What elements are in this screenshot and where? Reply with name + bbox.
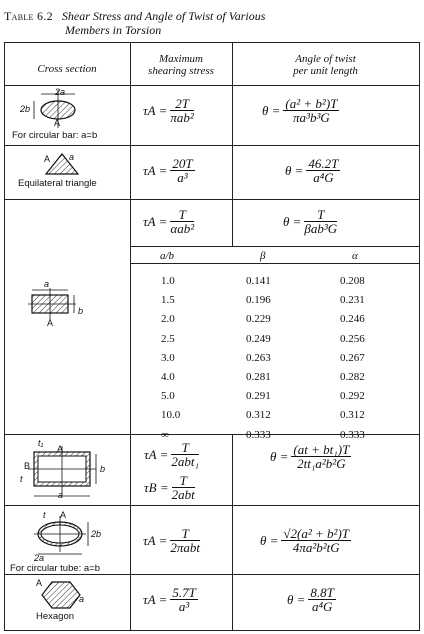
subtable-cell: 0.229	[246, 313, 271, 326]
fig3-label-b: b	[78, 306, 84, 316]
subtable-cell: 0.231	[340, 294, 365, 307]
hexagon-shape	[42, 582, 80, 608]
header-angle-twist-line2: per unit length	[293, 65, 358, 77]
row2-stress-sym: τA =	[143, 162, 168, 178]
row3-stress-num: T	[170, 208, 194, 222]
subtable-cell: 0.312	[340, 409, 365, 422]
row4-stress-a-eq	[144, 441, 199, 468]
subtable-cell: 2.0	[161, 313, 175, 326]
row2-twist-eq	[285, 157, 340, 184]
row2-stress-num: 20T	[172, 156, 193, 171]
subtable-cell: 0.282	[340, 371, 365, 383]
subtable-cell: 0.281	[246, 371, 271, 383]
fig1-label-2a: 2a	[55, 87, 66, 97]
subtable-cell: 1.0	[161, 275, 175, 287]
row4-stress-b-num: T	[172, 474, 195, 488]
row3-stress-sym: τA =	[143, 213, 168, 229]
row1-twist-num: (a² + b²)T	[285, 96, 338, 111]
row5-twist-sym: θ =	[260, 532, 279, 548]
row4-stress-b-eq	[144, 474, 195, 501]
rule-subtable-head-top	[130, 246, 420, 247]
row2-twist-sym: θ =	[285, 162, 304, 178]
fig4-label-a: a	[58, 490, 64, 500]
table-title-line2: Members in Torsion	[65, 23, 162, 37]
circular-bar-label: For circular bar: a=b	[12, 130, 98, 141]
fig3-label-a: a	[44, 279, 50, 289]
rule-top	[4, 42, 420, 43]
subtable-cell: 0.333	[246, 428, 271, 441]
table-caption	[4, 9, 265, 24]
row6-stress-sym: τA =	[143, 591, 168, 607]
row3-twist-eq	[283, 208, 337, 235]
subtable-cell: 0.267	[340, 351, 365, 364]
row1-twist-sym: θ =	[262, 102, 281, 118]
subtable-cell: 10.0	[161, 409, 181, 422]
subtable-cell: 4.0	[161, 371, 175, 383]
fig5-label-2b: 2b	[91, 529, 102, 539]
fig2-label-A: A	[44, 154, 51, 164]
header-cross-section: Cross section	[37, 63, 97, 75]
rule-header	[4, 85, 420, 86]
rectangle-figure	[26, 286, 96, 326]
header-angle-twist-line1: Angle of twist	[295, 53, 356, 65]
subtable-cell: 0.246	[340, 313, 365, 326]
rule-row1	[4, 145, 420, 146]
fig2-label-a: a	[69, 152, 75, 162]
row3-twist-den: βab³G	[304, 221, 338, 236]
row1-stress-den: πab²	[170, 110, 194, 125]
row3-stress-den: αab²	[170, 221, 195, 236]
triangle-label: Equilateral triangle	[18, 178, 97, 189]
rule-bottom	[4, 630, 420, 631]
row1-stress-sym: τA =	[143, 102, 168, 118]
row5-stress-num: T	[170, 527, 200, 541]
row4-stress-a-den: 2abt₁	[171, 454, 200, 469]
row2-twist-num: 46.2T	[308, 156, 339, 171]
fig5-label-2a: 2a	[34, 553, 45, 563]
row3-stress-eq	[143, 208, 194, 235]
row3-twist-num: T	[304, 208, 337, 222]
fig6-label-a: a	[79, 594, 85, 604]
table-title-line1: Shear Stress and Angle of Twist of Various	[61, 9, 266, 23]
subtable-cell: 2.5	[161, 332, 175, 345]
fig6-label-A: A	[36, 578, 43, 588]
subtable-cell: 1.5	[161, 294, 175, 307]
header-max-shear-line2: shearing stress	[148, 65, 214, 77]
row4-twist-sym: θ =	[270, 448, 289, 464]
fig1-label-2b: 2b	[20, 104, 31, 114]
fig5-label-t: t	[43, 510, 46, 520]
subtable-cell: 3.0	[161, 351, 175, 364]
row5-twist-den: 4πa²b²tG	[292, 540, 340, 555]
hexagon-figure	[40, 578, 84, 612]
row1-stress-eq	[143, 97, 194, 124]
row2-stress-eq	[143, 157, 195, 184]
row1-stress-num: 2T	[170, 97, 193, 111]
row5-stress-den: 2πabt	[170, 540, 201, 555]
rule-row4	[4, 505, 420, 506]
fig1-label-A: A	[54, 118, 61, 128]
rule-left	[4, 42, 5, 631]
subtable-cell: 0.333	[340, 428, 365, 441]
row5-twist-num: √2(a² + b²)T	[283, 526, 350, 541]
row5-stress-eq	[143, 527, 200, 554]
subtable-cell: 5.0	[161, 390, 175, 403]
row4-stress-a-num: T	[171, 441, 199, 455]
subtable-cell: 0.291	[246, 390, 271, 403]
row3-twist-sym: θ =	[283, 213, 302, 229]
fig4-label-B: B	[24, 461, 31, 471]
row4-twist-den: 2tt₁a²b²G	[297, 456, 346, 471]
fig4-label-t1: t₁	[38, 438, 44, 448]
table-label: Table 6.2	[4, 9, 53, 23]
fig5-label-A: A	[60, 510, 67, 520]
row4-stress-b-sym: τB =	[144, 479, 169, 495]
rule-right	[419, 42, 420, 631]
subtable-header-alpha: α	[352, 250, 358, 262]
tube-label: For circular tube: a=b	[10, 563, 101, 574]
subtable-cell: 0.263	[246, 351, 271, 364]
subtable-cell: 0.208	[340, 275, 365, 287]
row6-stress-den: a³	[178, 599, 190, 614]
header-max-shear-line1: Maximum	[159, 53, 203, 65]
rule-col2-bottom	[232, 434, 233, 631]
subtable-cell: 0.141	[246, 275, 271, 287]
row5-twist-eq	[260, 527, 351, 554]
row6-stress-eq	[143, 586, 198, 613]
row6-twist-sym: θ =	[287, 591, 306, 607]
header-max-shear	[130, 53, 232, 77]
row1-twist-eq	[262, 97, 339, 124]
rule-row5	[4, 574, 420, 575]
subtable-cell: 0.249	[246, 332, 271, 345]
subtable-cell: ∞	[161, 428, 169, 441]
row4-twist-num: (at + bt₁)T	[293, 442, 350, 457]
row4-stress-b-den: 2abt	[171, 487, 195, 502]
rule-subtable-head-bottom	[130, 263, 420, 264]
row5-stress-sym: τA =	[143, 532, 168, 548]
rule-col1	[130, 42, 131, 631]
header-angle-twist	[232, 53, 419, 77]
rule-row2	[4, 199, 420, 200]
hexagon-label: Hexagon	[36, 611, 75, 622]
subtable-cell: 0.196	[246, 294, 271, 307]
subtable-cell: 0.312	[246, 409, 271, 422]
row4-stress-a-sym: τA =	[144, 446, 169, 462]
row4-twist-eq	[270, 443, 351, 470]
row6-stress-num: 5.7T	[172, 585, 196, 600]
subtable-cell: 0.256	[340, 332, 365, 345]
row6-twist-den: a⁴G	[311, 599, 333, 614]
row6-twist-num: 8.8T	[310, 585, 334, 600]
subtable-cell: 0.292	[340, 390, 365, 403]
fig3-label-A: A	[47, 318, 54, 328]
fig4-label-t: t	[20, 474, 23, 484]
row6-twist-eq	[287, 586, 336, 613]
subtable-header-ab: a/b	[160, 250, 175, 262]
subtable-header-beta: β	[260, 250, 266, 262]
row2-twist-den: a⁴G	[313, 170, 334, 185]
fig4-label-b: b	[100, 464, 106, 474]
row1-twist-den: πa³b³G	[293, 110, 330, 125]
fig4-label-A: A	[57, 444, 64, 454]
row2-stress-den: a³	[177, 170, 188, 185]
